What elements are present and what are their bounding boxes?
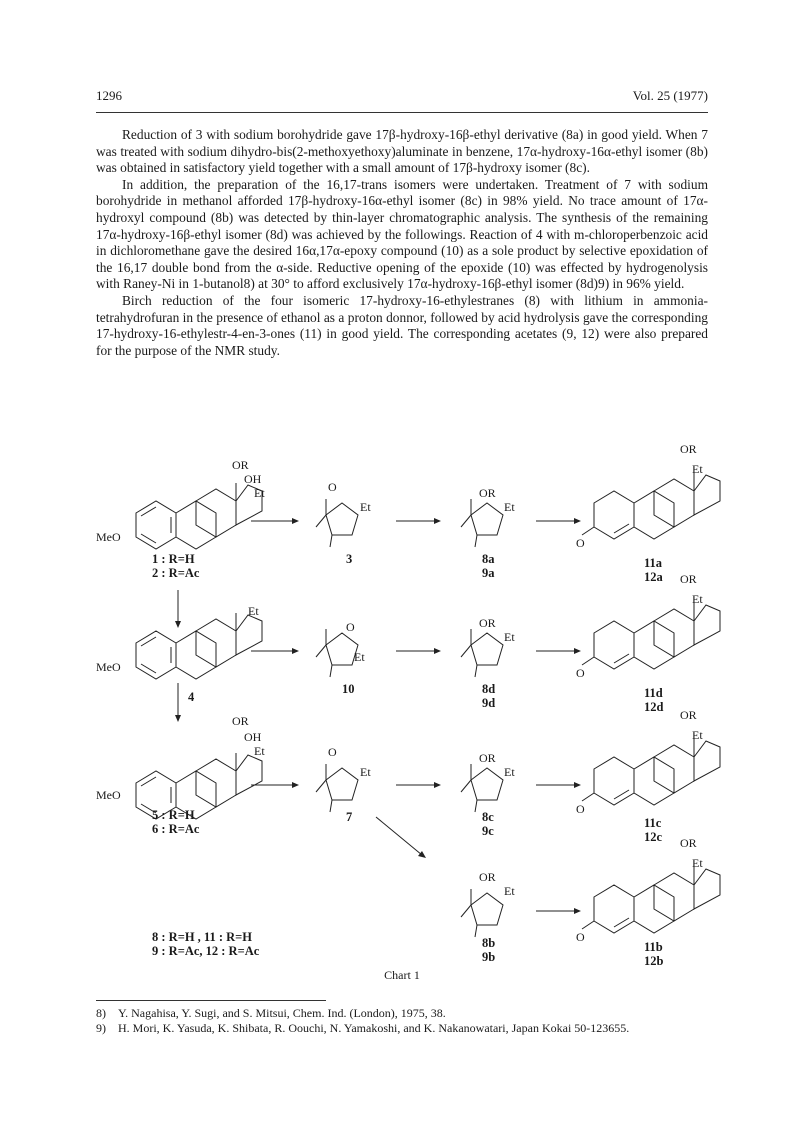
header-rule (96, 112, 708, 113)
substituent-label: MeO (96, 660, 121, 674)
substituent-label: MeO (96, 530, 121, 544)
footnote (96, 1021, 708, 1036)
compound-label: 12c (644, 830, 663, 844)
chart-title: Chart 1 (384, 968, 420, 982)
substituent-label: Et (692, 728, 703, 742)
reaction-scheme-drawing (96, 442, 716, 985)
compound-label: 11c (644, 816, 662, 830)
volume-info: Vol. 25 (1977) (632, 88, 708, 103)
compound-label: 12b (644, 954, 664, 968)
substituent-label: OR (479, 616, 496, 630)
substituent-label: O (328, 745, 337, 759)
compound-label: 6 : R=Ac (152, 822, 200, 836)
page-number: 1296 (96, 88, 122, 103)
footnote-text: Y. Nagahisa, Y. Sugi, and S. Mitsui, Chem. Ind. (London), 1975, 38. (118, 1006, 446, 1020)
substituent-label: Et (254, 486, 265, 500)
substituent-label: Et (504, 630, 515, 644)
substituent-label: OR (680, 572, 697, 586)
substituent-label: OR (479, 486, 496, 500)
substituent-label: Et (360, 765, 371, 779)
compound-label: 9a (482, 566, 495, 580)
substituent-label: O (576, 536, 585, 550)
substituent-label: Et (692, 592, 703, 606)
compound-label: 8a (482, 552, 495, 566)
substituent-label: O (346, 620, 355, 634)
substituent-label: Et (360, 500, 371, 514)
compound-label: 8d (482, 682, 496, 696)
footnote (96, 1006, 708, 1021)
substituent-label: OH (244, 472, 262, 486)
substituent-label: Et (692, 856, 703, 870)
footnote-rule (96, 1000, 326, 1001)
substituent-label: O (576, 666, 585, 680)
compound-label: 12d (644, 700, 664, 714)
paragraph: Birch reduction of the four isomeric 17-hydroxy-16-ethylestranes (8) with lithium in ammonia-tetrahydrofuran in the presence of ethanol as a proton donnor, followed by acid hydrolysis gave the corresponding 17-hydroxy-16-ethylestr-4-en-3-ones (11) in good yield. The corresponding acetates (9, 12) were also prepared for the purpose of the NMR study. (96, 292, 708, 358)
compound-label: 3 (346, 552, 353, 566)
compound-label: 12a (644, 570, 663, 584)
substituent-label: OR (232, 458, 249, 472)
compound-label: 1 : R=H (152, 552, 195, 566)
substituent-label: O (328, 480, 337, 494)
substituent-label: Et (504, 884, 515, 898)
reaction-scheme (96, 442, 716, 985)
substituent-label: O (576, 802, 585, 816)
compound-label: 8c (482, 810, 494, 824)
footnote-text: H. Mori, K. Yasuda, K. Shibata, R. Oouchi, N. Yamakoshi, and K. Nakanowatari, Japan Kokai 50-123655. (118, 1021, 630, 1035)
compound-label: 8b (482, 936, 496, 950)
compound-label: 11d (644, 686, 663, 700)
substituent-label: OR (680, 836, 697, 850)
substituent-label: O (576, 930, 585, 944)
article-body (96, 127, 708, 359)
footnotes (96, 1006, 708, 1036)
paragraph: In addition, the preparation of the 16,17-trans isomers were undertaken. Treatment of 7 with sodium borohydride in methanol afforded 17β-hydroxy-16α-ethyl isomer (8c) in 98% yield. No trace amount of 17α-hydroxyl compound (8b) was detected by thin-layer chromatographic analysis. The synthesis of the remaining 17α-hydroxy-16β-ethyl isomer (8d) was achieved by the followings. Reaction of 4 with m-chloroperbenzoic acid in dichloromethane gave the desired 16α,17α-epoxy compound (10) as a sole product by selective epoxidation of the 16,17 double bond from the α-side. Reductive opening of the epoxide (10) was effected by hydrogenolysis with Raney-Ni in 1-butanol8) at 30° to afford exclusively 17α-hydroxy-16β-ethyl isomer (8d)9) in 96% yield. (96, 176, 708, 292)
compound-label: 10 (342, 682, 355, 696)
compound-label: 9b (482, 950, 496, 964)
compound-label: 11a (644, 556, 663, 570)
legend-line: 8 : R=H , 11 : R=H (152, 930, 253, 944)
compound-label: 11b (644, 940, 663, 954)
substituent-label: OR (479, 751, 496, 765)
footnote-number: 8) (96, 1006, 106, 1020)
footnote-number: 9) (96, 1021, 106, 1035)
substituent-label: Et (504, 500, 515, 514)
paragraph: Reduction of 3 with sodium borohydride gave 17β-hydroxy-16β-ethyl derivative (8a) in good yield. When 7 was treated with sodium dihydro-bis(2-methoxyethoxy)aluminate in benzene, 17α-hydroxy-16α-ethyl isomer (8b) was obtained in satisfactory yield together with a small amount of 17β-hydroxy isomer (8c). (96, 127, 708, 176)
substituent-label: Et (354, 650, 365, 664)
substituent-label: Et (248, 604, 259, 618)
substituent-label: Et (254, 744, 265, 758)
legend-line: 9 : R=Ac, 12 : R=Ac (152, 944, 260, 958)
compound-label: 2 : R=Ac (152, 566, 200, 580)
compound-label: 9d (482, 696, 496, 710)
compound-label: 9c (482, 824, 494, 838)
substituent-label: Et (692, 462, 703, 476)
substituent-label: OR (680, 442, 697, 456)
substituent-label: OR (680, 708, 697, 722)
compound-label: 4 (188, 690, 195, 704)
compound-label: 5 : R=H (152, 808, 195, 822)
page-header (96, 88, 708, 108)
substituent-label: OH (244, 730, 262, 744)
substituent-label: MeO (96, 788, 121, 802)
substituent-label: OR (232, 714, 249, 728)
substituent-label: OR (479, 870, 496, 884)
substituent-label: Et (504, 765, 515, 779)
compound-label: 7 (346, 810, 353, 824)
